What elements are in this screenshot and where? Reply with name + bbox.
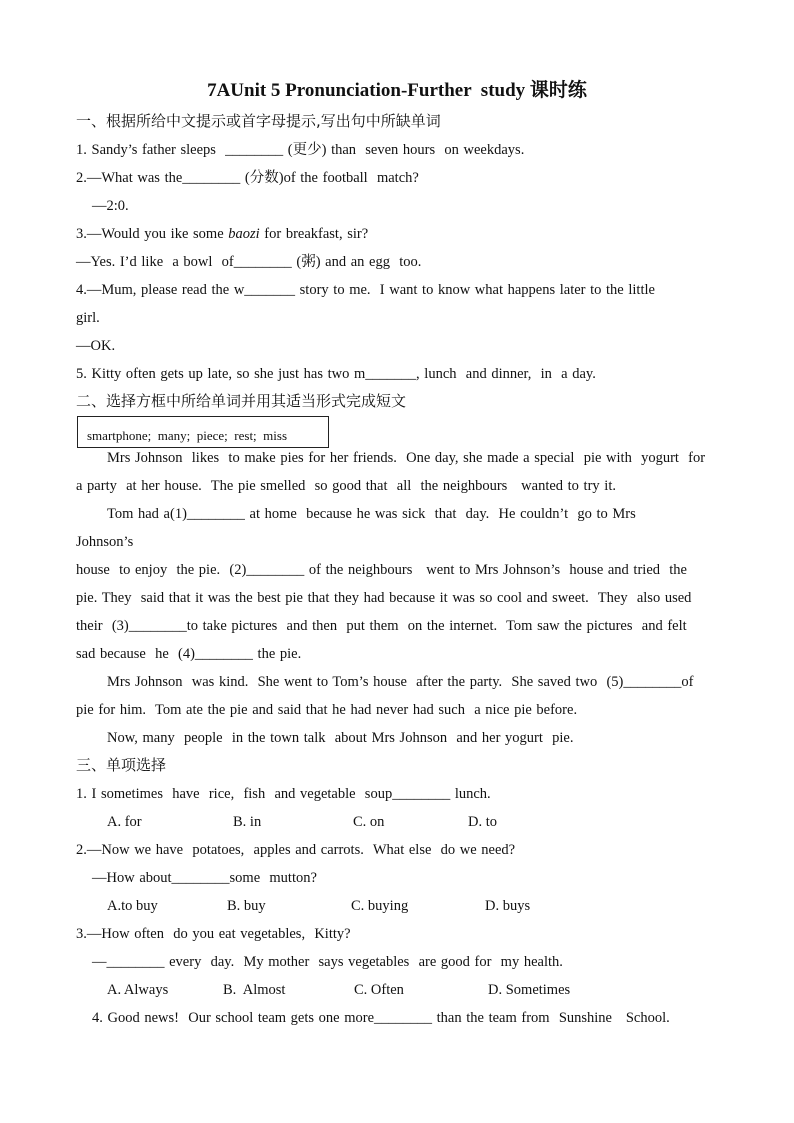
s1-line-4-tail: for breakfast, sir?: [259, 226, 369, 242]
q3-option-b: B. Almost: [223, 982, 286, 998]
q3-option-d: D. Sometimes: [488, 982, 571, 998]
section-1-heading: 一、根据所给中文提示或首字母提示,写出句中所缺单词: [76, 112, 441, 130]
word-box: [77, 416, 329, 448]
page-title: 7AUnit 5 Pronunciation-Further study 课时练: [207, 80, 587, 101]
s2-line-7: their (3)________to take pictures and then put them on the internet. Tom saw the pictures and felt: [76, 618, 687, 634]
s1-line-4-head: 3.—Would you ike some: [76, 226, 229, 242]
q3-option-a: A. Always: [107, 982, 169, 998]
s2-line-8: sad because he (4)________ the pie.: [76, 646, 302, 662]
q2-reply: —How about________some mutton?: [92, 870, 317, 886]
q2-option-c: C. buying: [351, 898, 409, 914]
q1-option-b: B. in: [233, 814, 262, 830]
s2-line-3: Tom had a(1)________ at home because he was sick that day. He couldn’t go to Mrs: [107, 506, 636, 522]
q3-stem: 3.—How often do you eat vegetables, Kitty?: [76, 926, 351, 942]
s1-line-1: 1. Sandy’s father sleeps ________ (更少) than seven hours on weekdays.: [76, 142, 525, 158]
s2-line-6: pie. They said that it was the best pie that they had because it was so cool and sweet. They also used: [76, 590, 692, 606]
s2-line-9: Mrs Johnson was kind. She went to Tom’s house after the party. She saved two (5)________of: [107, 674, 694, 690]
word-box-text: smartphone; many; piece; rest; miss: [87, 428, 288, 443]
s1-line-5: —Yes. I’d like a bowl of________ (粥) and an egg too.: [76, 254, 422, 270]
q2-option-d: D. buys: [485, 898, 531, 914]
s1-line-6: 4.—Mum, please read the w_______ story to me. I want to know what happens later to the little: [76, 282, 655, 298]
s1-line-9: 5. Kitty often gets up late, so she just has two m_______, lunch and dinner, in a day.: [76, 366, 596, 382]
q2-stem: 2.—Now we have potatoes, apples and carrots. What else do we need?: [76, 842, 516, 858]
s2-line-4: Johnson’s: [76, 534, 134, 550]
s1-line-2: 2.—What was the________ (分数)of the football match?: [76, 170, 419, 186]
q3-option-c: C. Often: [354, 982, 404, 998]
q3-reply: —________ every day. My mother says vegetables are good for my health.: [92, 954, 563, 970]
s1-line-4: [76, 225, 726, 243]
s1-line-8: —OK.: [76, 338, 116, 354]
q2-option-a: A.to buy: [107, 898, 158, 914]
q1-option-a: A. for: [107, 814, 142, 830]
s2-line-2: a party at her house. The pie smelled so good that all the neighbours wanted to try it.: [76, 478, 616, 494]
s2-line-5: house to enjoy the pie. (2)________ of the neighbours went to Mrs Johnson’s house and tried the: [76, 562, 687, 578]
baozi-word: baozi: [228, 226, 260, 242]
section-3-heading: 三、单项选择: [76, 756, 167, 774]
q4-stem: 4. Good news! Our school team gets one more________ than the team from Sunshine School.: [92, 1010, 670, 1026]
s2-line-1: Mrs Johnson likes to make pies for her friends. One day, she made a special pie with yogurt for: [107, 450, 706, 466]
s1-line-7: girl.: [76, 310, 100, 326]
s1-line-3: —2:0.: [92, 198, 129, 214]
q1-stem: 1. I sometimes have rice, fish and vegetable soup________ lunch.: [76, 786, 491, 802]
s2-line-10: pie for him. Tom ate the pie and said that he had never had such a nice pie before.: [76, 702, 578, 718]
q2-option-b: B. buy: [227, 898, 266, 914]
section-2-heading: 二、选择方框中所给单词并用其适当形式完成短文: [76, 392, 407, 410]
s2-line-11: Now, many people in the town talk about Mrs Johnson and her yogurt pie.: [107, 730, 574, 746]
q1-option-c: C. on: [353, 814, 385, 830]
q1-option-d: D. to: [468, 814, 497, 830]
